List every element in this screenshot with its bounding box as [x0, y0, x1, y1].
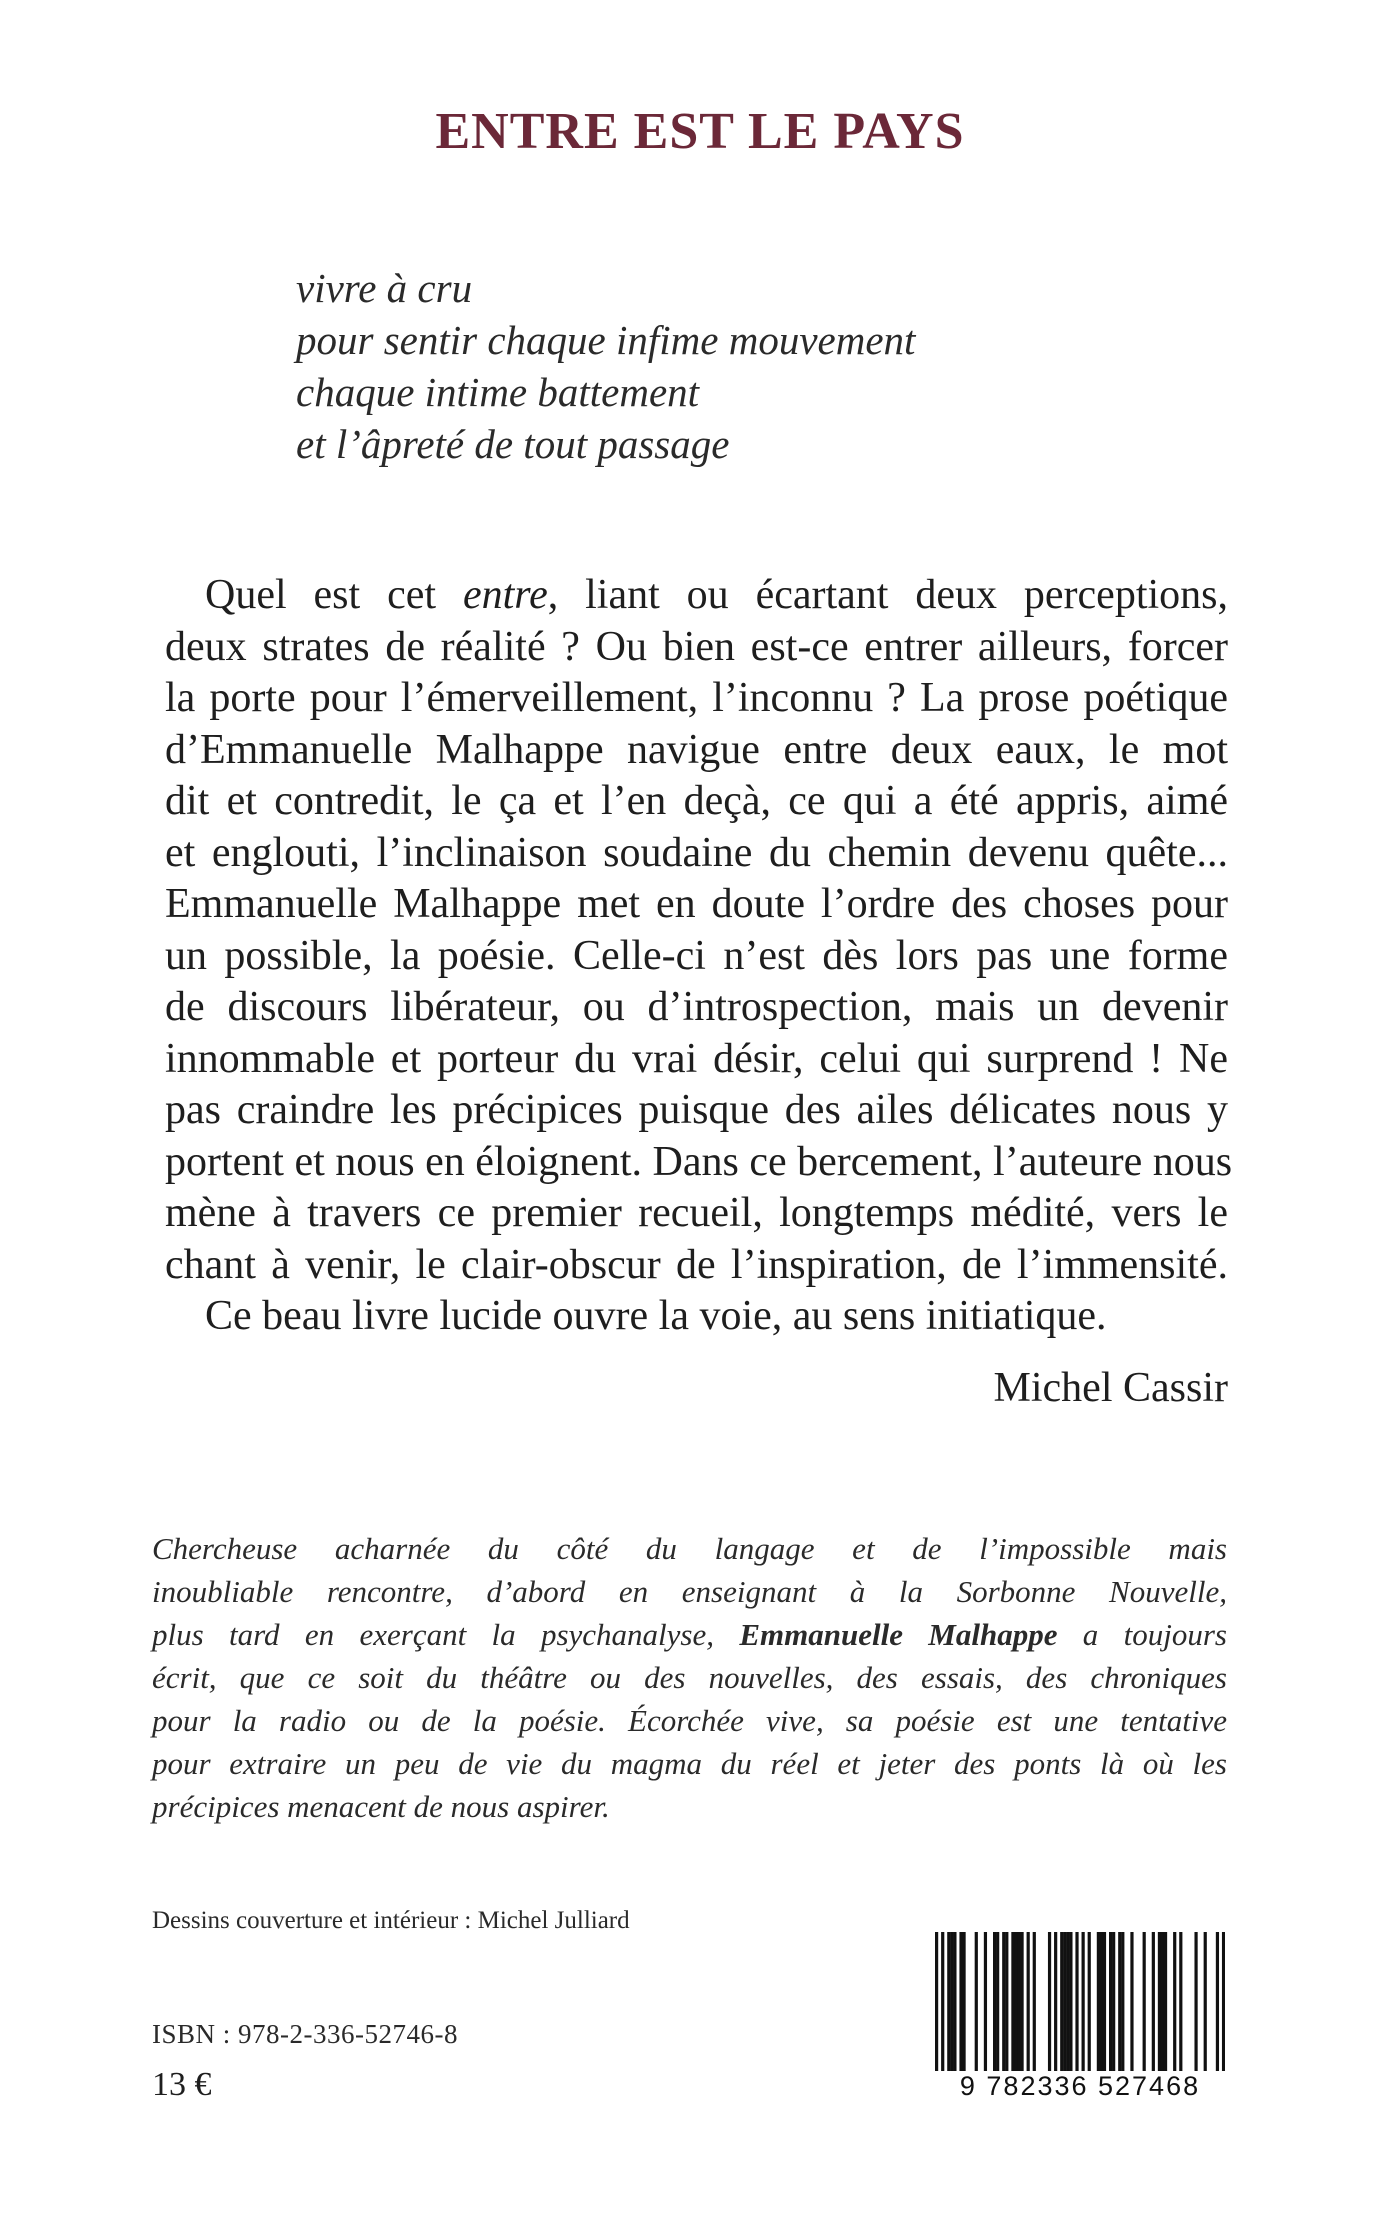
blurb-text	[165, 570, 1233, 1343]
barcode-bar	[1112, 1932, 1115, 2072]
barcode-bar	[1118, 1932, 1121, 2072]
blurb-line: mène à travers ce premier recueil, longtemps médité, vers le	[165, 1190, 1228, 1236]
barcode-bar	[996, 1932, 999, 2072]
illustration-credits: Dessins couverture et intérieur : Michel Julliard	[152, 1907, 630, 1934]
barcode-bar	[1100, 1932, 1103, 2072]
bio-line: pour la radio ou de la poésie. Écorchée vive, sa poésie est une tentative	[152, 1703, 1227, 1738]
bio-line: écrit, que ce soit du théâtre ou des nouvelles, des essais, des chroniques	[152, 1660, 1227, 1695]
barcode-bar	[1063, 1932, 1066, 2072]
blurb-line: Emmanuelle Malhappe met en doute l’ordre des choses pour	[165, 881, 1228, 927]
barcode-bar	[1173, 1932, 1176, 2072]
blurb-line: la porte pour l’émerveillement, l’inconnu ? La prose poétique	[165, 675, 1228, 721]
barcode-bar	[1060, 1932, 1063, 2072]
barcode-bar	[953, 1932, 956, 2072]
barcode-bar	[1161, 1932, 1164, 2072]
blurb-line: et englouti, l’inclinaison soudaine du chemin devenu quête...	[165, 829, 1228, 876]
book-title: ENTRE EST LE PAYS	[435, 103, 965, 160]
epigraph-line: et l’âpreté de tout passage	[296, 421, 730, 467]
blurb-line: pas craindre les précipices puisque des ailes délicates nous y	[165, 1087, 1228, 1133]
blurb-line: chant à venir, le clair-obscur de l’inspiration, de l’immensité.	[165, 1241, 1228, 1288]
barcode-bar	[1027, 1932, 1030, 2072]
blurb-line: deux strates de réalité ? Ou bien est-ce entrer ailleurs, forcer	[165, 623, 1228, 670]
blurb-line: dit et contredit, le ça et l’en deçà, ce qui a été appris, aimé	[165, 778, 1228, 824]
barcode-bar	[1066, 1932, 1069, 2072]
barcode-bar	[975, 1932, 978, 2072]
blurb-signature: Michel Cassir	[993, 1365, 1228, 1411]
barcode-bar	[947, 1932, 950, 2072]
barcode-bar	[1088, 1932, 1091, 2072]
barcode-bar	[1121, 1932, 1124, 2072]
author-bio	[152, 1527, 1227, 1828]
bio-line: pour extraire un peu de vie du magma du réel et jeter des ponts là où les	[152, 1746, 1227, 1781]
barcode-bar	[1130, 1932, 1133, 2072]
blurb-line: Quel est cet entre, liant ou écartant deux perceptions,	[205, 572, 1229, 618]
barcode-bar	[962, 1932, 965, 2072]
barcode-bar	[1005, 1932, 1008, 2072]
barcode-bar	[959, 1932, 962, 2072]
author-name: Emmanuelle Malhappe	[739, 1617, 1058, 1652]
emphasis-entre: entre	[462, 572, 548, 618]
bio-line: plus tard en exerçant la psychanalyse, Emmanuelle Malhappe a toujours	[152, 1617, 1227, 1652]
blurb-line: portent et nous en éloignent. Dans ce bercement, l’auteure nous	[165, 1138, 1233, 1185]
epigraph-line: chaque intime battement	[296, 369, 700, 415]
barcode-bar	[1033, 1932, 1036, 2072]
bio-line: Chercheuse acharnée du côté du langage et de l’impossible mais	[152, 1531, 1227, 1566]
barcode-bar	[1002, 1932, 1005, 2072]
barcode-bar	[1069, 1932, 1072, 2072]
barcode-bar	[1011, 1932, 1014, 2072]
barcode-bar	[984, 1932, 987, 2072]
blurb-closing-line: Ce beau livre lucide ouvre la voie, au sens initiatique.	[205, 1293, 1107, 1339]
blurb-line: innommable et porteur du vrai désir, celui qui surprend ! Ne	[165, 1035, 1228, 1082]
barcode-bar	[1097, 1932, 1100, 2072]
blurb-line: de discours libérateur, ou d’introspection, mais un devenir	[165, 984, 1228, 1030]
barcode-bar	[1164, 1932, 1167, 2072]
barcode-bar	[1048, 1932, 1051, 2072]
epigraph-line: vivre à cru	[296, 265, 473, 311]
blurb-line: un possible, la poésie. Celle-ci n’est dès lors pas une forme	[165, 932, 1228, 979]
barcode-bar	[1109, 1932, 1112, 2072]
barcode-bar	[1017, 1932, 1020, 2072]
bio-line: précipices menacent de nous aspirer.	[152, 1789, 610, 1824]
barcode-bar	[1179, 1932, 1182, 2072]
barcode-bar	[1204, 1932, 1207, 2072]
blurb-line: d’Emmanuelle Malhappe navigue entre deux eaux, le mot	[165, 726, 1228, 773]
barcode-bar	[950, 1932, 953, 2072]
barcode-bar	[1103, 1932, 1106, 2072]
barcode-bar	[993, 1932, 996, 2072]
epigraph-line: pour sentir chaque infime mouvement	[296, 317, 916, 363]
barcode-bar	[1152, 1932, 1155, 2072]
barcode-bar	[1143, 1932, 1146, 2072]
epigraph-poem	[296, 262, 915, 470]
price-text: 13 €	[152, 2066, 212, 2103]
isbn-text: ISBN : 978-2-336-52746-8	[152, 2019, 458, 2049]
barcode-bar	[1020, 1932, 1023, 2072]
bio-line: inoubliable rencontre, d’abord en enseignant à la Sorbonne Nouvelle,	[152, 1574, 1227, 1609]
barcode-number: 9 782336 527468	[935, 2071, 1225, 2102]
barcode-bar	[1054, 1932, 1057, 2072]
barcode-bar	[1194, 1932, 1197, 2072]
barcode-bar	[1014, 1932, 1017, 2072]
barcode-bar	[1158, 1932, 1161, 2072]
